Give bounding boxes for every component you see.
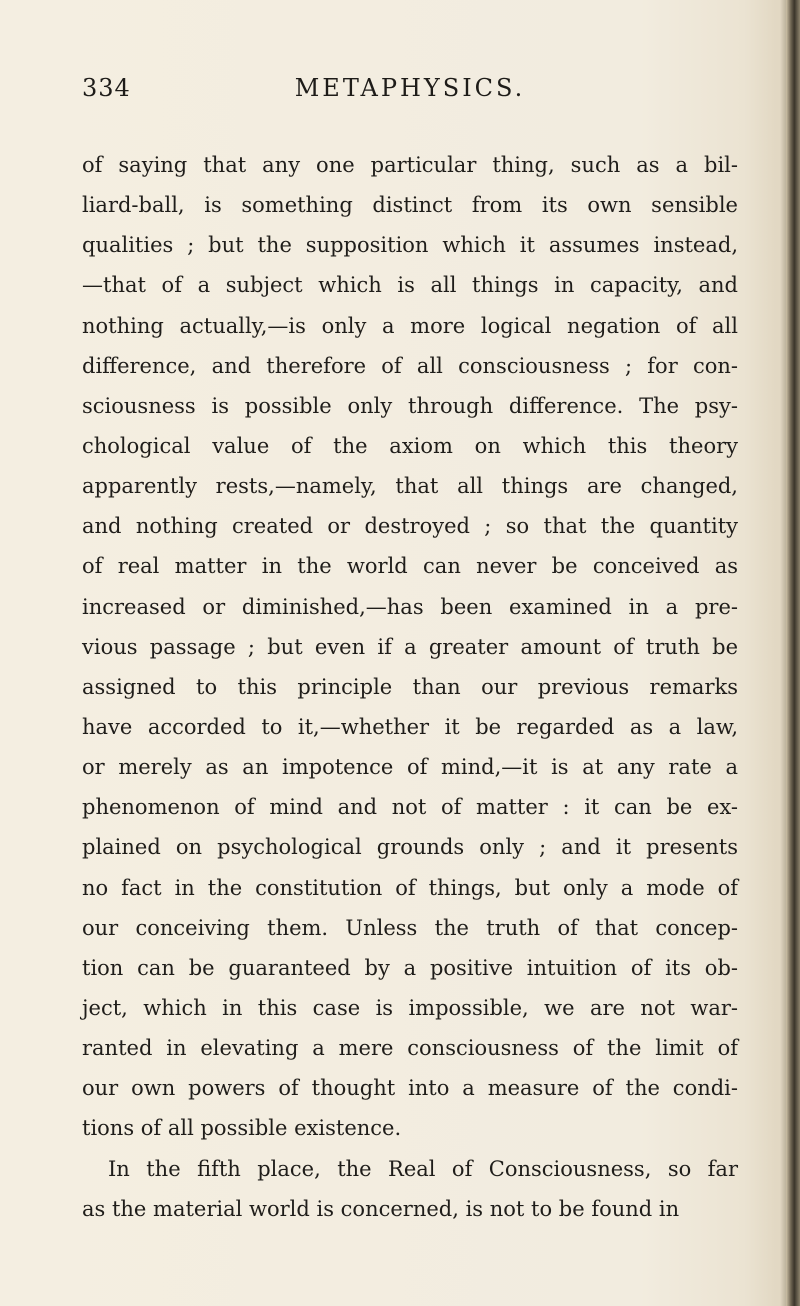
body-text <box>82 145 738 1229</box>
text-line: or merely as an impotence of mind,—it is at any rate a <box>82 755 738 780</box>
text-line: nothing actually,—is only a more logical negation of all <box>82 313 738 338</box>
text-line: apparently rests,—namely, that all things are changed, <box>82 474 738 499</box>
text-line: of real matter in the world can never be conceived as <box>82 554 738 579</box>
page-binding-edge <box>786 0 800 1306</box>
text-line: qualities ; but the supposition which it assumes instead, <box>82 233 738 258</box>
text-line: tion can be guaranteed by a positive intuition of its ob- <box>82 955 738 980</box>
text-line: liard-ball, is something distinct from its own sensible <box>82 193 738 218</box>
text-line: ranted in elevating a mere consciousness of the limit of <box>82 1036 738 1061</box>
text-line: as the material world is concerned, is not to be found in <box>82 1196 680 1221</box>
page-number: 334 <box>82 74 131 102</box>
text-line: no fact in the constitution of things, but only a mode of <box>82 875 738 900</box>
text-line: assigned to this principle than our previous remarks <box>82 674 738 699</box>
text-line: have accorded to it,—whether it be regarded as a law, <box>82 714 738 739</box>
paragraph <box>82 145 738 1149</box>
text-line: In the fifth place, the Real of Consciousness, so far <box>108 1156 738 1181</box>
text-line: sciousness is possible only through difference. The psy- <box>82 393 738 418</box>
text-line: our conceiving them. Unless the truth of that concep- <box>82 915 738 940</box>
text-line: increased or diminished,—has been examined in a pre- <box>82 594 738 619</box>
text-line: vious passage ; but even if a greater amount of truth be <box>82 634 738 659</box>
text-line: ject, which in this case is impossible, we are not war- <box>82 995 738 1020</box>
paragraph <box>82 1149 738 1229</box>
text-line: tions of all possible existence. <box>82 1116 402 1141</box>
text-line: of saying that any one particular thing, such as a bil- <box>82 153 738 177</box>
text-line: chological value of the axiom on which this theory <box>82 433 738 458</box>
page-header <box>82 74 738 114</box>
text-line: our own powers of thought into a measure of the condi- <box>82 1076 738 1101</box>
text-line: —that of a subject which is all things in capacity, and <box>82 273 738 298</box>
running-title: METAPHYSICS. <box>294 74 526 102</box>
text-line: and nothing created or destroyed ; so that the quantity <box>82 514 738 539</box>
text-line: difference, and therefore of all consciousness ; for con- <box>82 353 738 378</box>
text-line: phenomenon of mind and not of matter : it can be ex- <box>82 795 738 820</box>
text-line: plained on psychological grounds only ; and it presents <box>82 835 738 860</box>
